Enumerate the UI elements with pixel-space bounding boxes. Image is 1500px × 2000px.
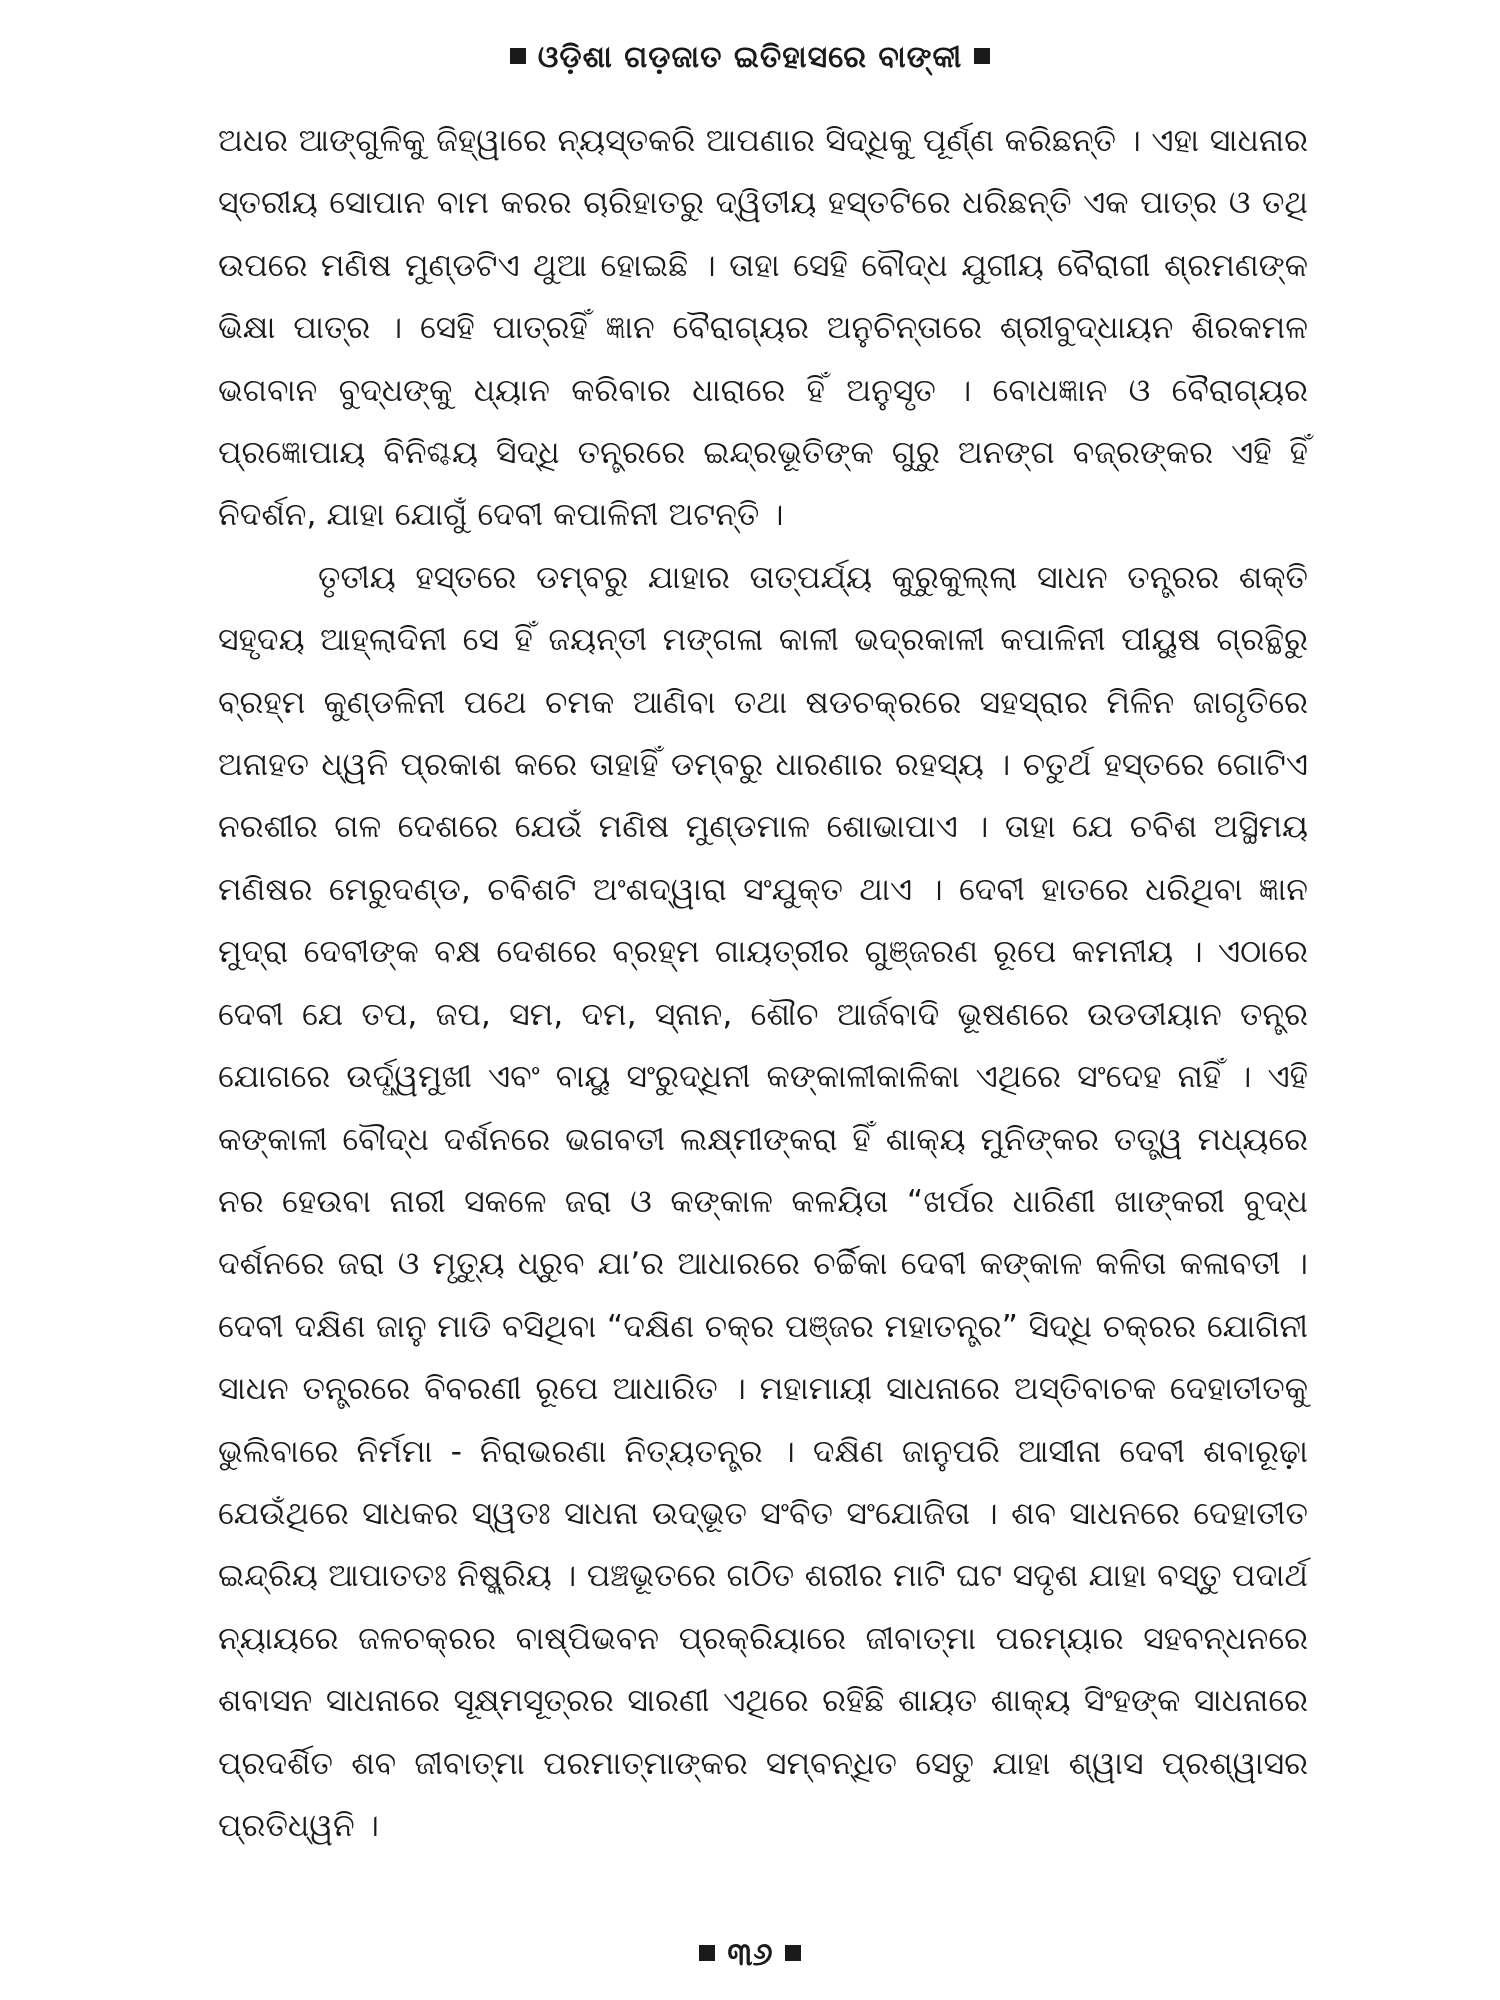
- paragraph: ତୃତୀୟ ହସ୍ତରେ ଡମ୍ବରୁ ଯାହାର ତାତ୍ପର୍ଯ୍ୟ କୁରୁକୁଲ୍ଲା ସାଧନ ତନ୍ତ୍ରର ଶକ୍ତି ସହୃଦୟ ଆହ୍ଲାଦିନୀ ସେ ହିଁ ଜୟନ୍ତୀ ମଙ୍ଗଳା କାଳୀ ଭଦ୍ରକାଳୀ କପାଳିନୀ ପୀୟୁଷ ଗ୍ରନ୍ଥିରୁ ବ୍ରହ୍ମ କୁଣ୍ଡଳିନୀ ପଥେ ଚମକ ଆଣିବା ତଥା ଷଡଚକ୍ରରେ ସହସ୍ରାର ମିଳିନ ଜାଗୃତିରେ ଅନାହତ ଧ୍ୱନି ପ୍ରକାଶ କରେ ତାହାହିଁ ଡମ୍ବରୁ ଧାରଣାର ରହସ୍ୟ । ଚତୁର୍ଥ ହସ୍ତରେ ଗୋଟିଏ ନରଶୀର ଗଳ ଦେଶରେ ଯେଉଁ ମଣିଷ ମୁଣ୍ଡମାଳ ଶୋଭାପାଏ । ତାହା ଯେ ଚବିଶ ଅସ୍ଥିମୟ ମଣିଷର ମେରୁଦଣ୍ଡ, ଚବିଶଟି ଅଂଶଦ୍ୱାରା ସଂଯୁକ୍ତ ଥାଏ । ଦେବୀ ହାତରେ ଧରିଥିବା ଜ୍ଞାନ ମୁଦ୍ରା ଦେବୀଙ୍କ ବକ୍ଷ ଦେଶରେ ବ୍ରହ୍ମ ଗାୟତ୍ରୀର ଗୁଞ୍ଜରଣ ରୂପେ କମନୀୟ । ଏଠାରେ ଦେବୀ ଯେ ତପ, ଜପ, ସମ, ଦମ, ସ୍ନାନ, ଶୌଚ ଆର୍ଜବାଦି ଭୂଷଣରେ ଉଡଡୀୟାନ ତନ୍ତ୍ର ଯୋଗରେ ଉର୍ଦ୍ଧ୍ୱମୁଖୀ ଏବଂ ବାୟୁ ସଂରୁଦ୍ଧିନୀ କଙ୍କାଳୀକାଳିକା ଏଥିରେ ସଂଦେହ ନାହିଁ । ଏହି କଙ୍କାଳୀ ବୌଦ୍ଧ ଦର୍ଶନରେ ଭଗବତୀ ଲକ୍ଷ୍ମୀଙ୍କରା ହିଁ ଶାକ୍ୟ ମୁନିଙ୍କର ତତ୍ତ୍ୱ ମଧ୍ୟରେ ନର ହେଉବା ନାରୀ ସକଳେ ଜରା ଓ କଙ୍କାଳ କଳୟିତା “ଖର୍ପର ଧାରିଣୀ ଖାଙ୍କରୀ ବୁଦ୍ଧ ଦର୍ଶନରେ ଜରା ଓ ମୃତ୍ୟୁ ଧ୍ରୁବ ଯା’ର ଆଧାରରେ ଚର୍ଚ୍ଚିକା ଦେବୀ କଙ୍କାଳ କଳିତା କଳାବତୀ । ଦେବୀ ଦକ୍ଷିଣ ଜାନୁ ମାଡି ବସିଥିବା “ଦକ୍ଷିଣ ଚକ୍ର ପଞ୍ଜର ମହାତନ୍ତ୍ର” ସିଦ୍ଧି ଚକ୍ରର ଯୋଗିନୀ ସାଧନ ତନ୍ତ୍ରରେ ବିବରଣୀ ରୂପେ ଆଧାରିତ । ମହାମାୟୀ ସାଧନାରେ ଅସ୍ତିବାଚକ ଦେହାତୀତକୁ ଭୁଲିବାରେ ନିର୍ମମା - ନିରାଭରଣା ନିତ୍ୟତନ୍ତ୍ର । ଦକ୍ଷିଣ ଜାନୁପରି ଆସୀନା ଦେବୀ ଶବାରୂଢ଼ା ଯେଉଁଥିରେ ସାଧକର ସ୍ୱତଃ ସାଧନା ଉଦ୍ଭୂତ ସଂବିତ ସଂଯୋଜିତା । ଶବ ସାଧନରେ ଦେହାତୀତ ଇନ୍ଦ୍ରିୟ ଆପାତତଃ ନିଷ୍କ୍ରିୟ । ପଞ୍ଚଭୂତରେ ଗଠିତ ଶରୀର ମାଟି ଘଟ ସଦୃଶ ଯାହା ବସ୍ତୁ ପଦାର୍ଥ ନ୍ୟାୟରେ ଜଳଚକ୍ରର ବାଷ୍ପିଭବନ ପ୍ରକ୍ରିୟାରେ ଜୀବାତ୍ମା ପରମ୍ୟାର ସହବନ୍ଧନରେ ଶବାସନ ସାଧନାରେ ସୂକ୍ଷ୍ମସୂତ୍ରର ସାରଣୀ ଏଥିରେ ରହିଛି ଶାୟତ ଶାକ୍ୟ ସିଂହଙ୍କ ସାଧନାରେ ପ୍ରଦର୍ଶିତ ଶବ ଜୀବାତ୍ମା ପରମାତ୍ମାଙ୍କର ସମ୍ବନ୍ଧିତ ସେତୁ ଯାହା ଶ୍ୱାସ ପ୍ରଶ୍ୱାସର ପ୍ରତିଧ୍ୱନି ।: [218, 559, 1308, 1844]
- page-footer: [0, 1935, 1500, 1974]
- paragraph: ଅଧର ଆଙ୍ଗୁଳିକୁ ଜିହ୍ୱାରେ ନ୍ୟସ୍ତକରି ଆପଣାର ସିଦ୍ଧିକୁ ପୂର୍ଣ୍ଣ କରିଛନ୍ତି । ଏହା ସାଧନାର ସ୍ତରୀୟ ସୋପାନ ବାମ କରର ଚାରିହାତରୁ ଦ୍ୱିତୀୟ ହସ୍ତଟିରେ ଧରିଛନ୍ତି ଏକ ପାତ୍ର ଓ ତଥି ଉପରେ ମଣିଷ ମୁଣ୍ଡଟିଏ ଥୁଆ ହୋଇଛି । ତାହା ସେହି ବୌଦ୍ଧ ଯୁଗୀୟ ବୈରାଗୀ ଶ୍ରମଣଙ୍କ ଭିକ୍ଷା ପାତ୍ର । ସେହି ପାତ୍ରହିଁ ଜ୍ଞାନ ବୈରାଗ୍ୟର ଅନୁଚିନ୍ତାରେ ଶ୍ରୀବୁଦ୍ଧାୟନ ଶିରକମଳ ଭଗବାନ ବୁଦ୍ଧଙ୍କୁ ଧ୍ୟାନ କରିବାର ଧାରାରେ ହିଁ ଅନୁସୃତ । ବୋଧଜ୍ଞାନ ଓ ବୈରାଗ୍ୟର ପ୍ରଜ୍ଞୋପାୟ ବିନିଶ୍ଚୟ ସିଦ୍ଧି ତନ୍ତ୍ରରେ ଇନ୍ଦ୍ରଭୂତିଙ୍କ ଗୁରୁ ଅନଙ୍ଗ ବଜ୍ରଙ୍କର ଏହି ହିଁ ନିଦର୍ଶନ, ଯାହା ଯୋଗୁଁ ଦେବୀ କପାଳିନୀ ଅଟନ୍ତି ।: [218, 123, 1308, 534]
- running-header-title: ଓଡ଼ିଶା ଗଡ଼ଜାତ ଇତିହାସରେ ବାଙ୍କୀ: [537, 40, 963, 75]
- square-bullet-icon: [699, 1945, 715, 1961]
- square-bullet-icon: [510, 48, 526, 64]
- square-bullet-icon: [974, 48, 990, 64]
- page-number: ୩୬: [727, 1935, 773, 1973]
- running-header: [0, 40, 1500, 75]
- body-text: [218, 110, 1308, 1857]
- square-bullet-icon: [785, 1945, 801, 1961]
